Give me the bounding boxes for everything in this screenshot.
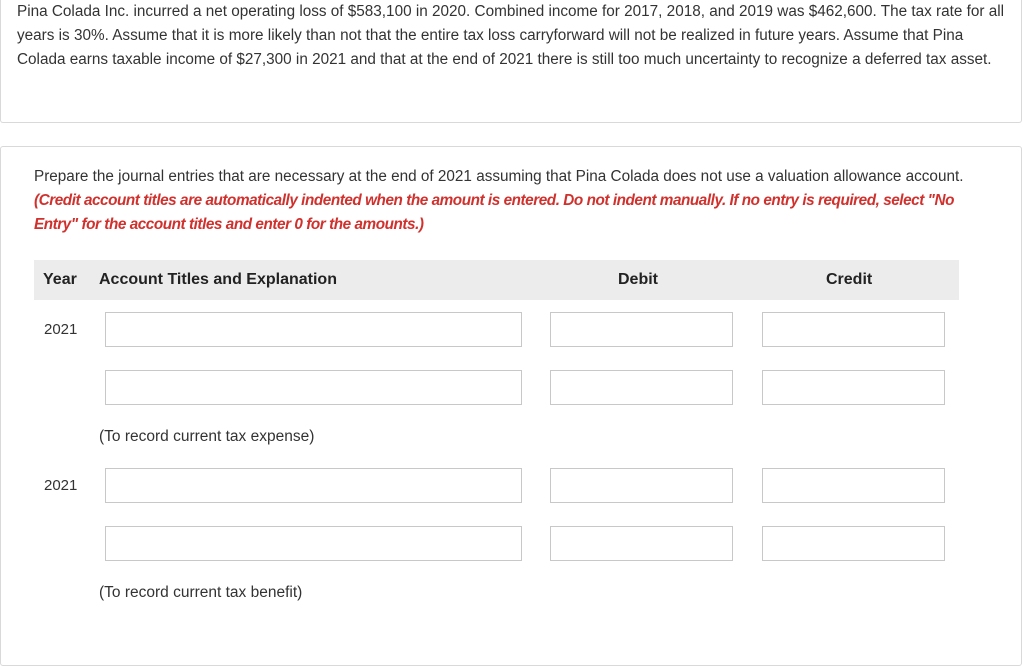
credit-input[interactable]: [762, 312, 945, 347]
header-debit: Debit: [618, 271, 658, 288]
debit-input[interactable]: [550, 370, 733, 405]
entry-year: 2021: [44, 321, 78, 338]
debit-input[interactable]: [550, 468, 733, 503]
problem-statement: Pina Colada Inc. incurred a net operating loss of $583,100 in 2020. Combined income for 2017, 2018, and 2019 was $462,600. The tax rate for all years is 30%. Assume that it is more likely than not that the entire tax loss carryforward will not be realized in future years. Assume that Pina Colada earns taxable income of $27,300 in 2021 and that at the end of 2021 there is still too much uncertainty to recognize a deferred tax asset.: [17, 3, 1005, 68]
instructions-note: (Credit account titles are automatically indented when the amount is entered. Do not indent manually. If no entry is required, select "No Entry" for the account titles and enter 0 for the amounts.): [34, 192, 954, 233]
entry-memo: (To record current tax benefit): [99, 584, 303, 601]
account-title-input[interactable]: [105, 312, 522, 347]
account-title-input[interactable]: [105, 526, 522, 561]
header-account: Account Titles and Explanation: [99, 271, 337, 288]
debit-input[interactable]: [550, 526, 733, 561]
debit-input[interactable]: [550, 312, 733, 347]
entry-memo: (To record current tax expense): [99, 428, 315, 445]
account-title-input[interactable]: [105, 468, 522, 503]
journal-table-header: [34, 260, 959, 300]
credit-input[interactable]: [762, 468, 945, 503]
header-year: Year: [43, 271, 77, 288]
entry-year: 2021: [44, 477, 78, 494]
account-title-input[interactable]: [105, 370, 522, 405]
instructions-text: Prepare the journal entries that are necessary at the end of 2021 assuming that Pina Colada does not use a valuation allowance account.: [34, 168, 964, 185]
header-credit: Credit: [826, 271, 873, 288]
instructions: [34, 165, 999, 237]
credit-input[interactable]: [762, 526, 945, 561]
credit-input[interactable]: [762, 370, 945, 405]
